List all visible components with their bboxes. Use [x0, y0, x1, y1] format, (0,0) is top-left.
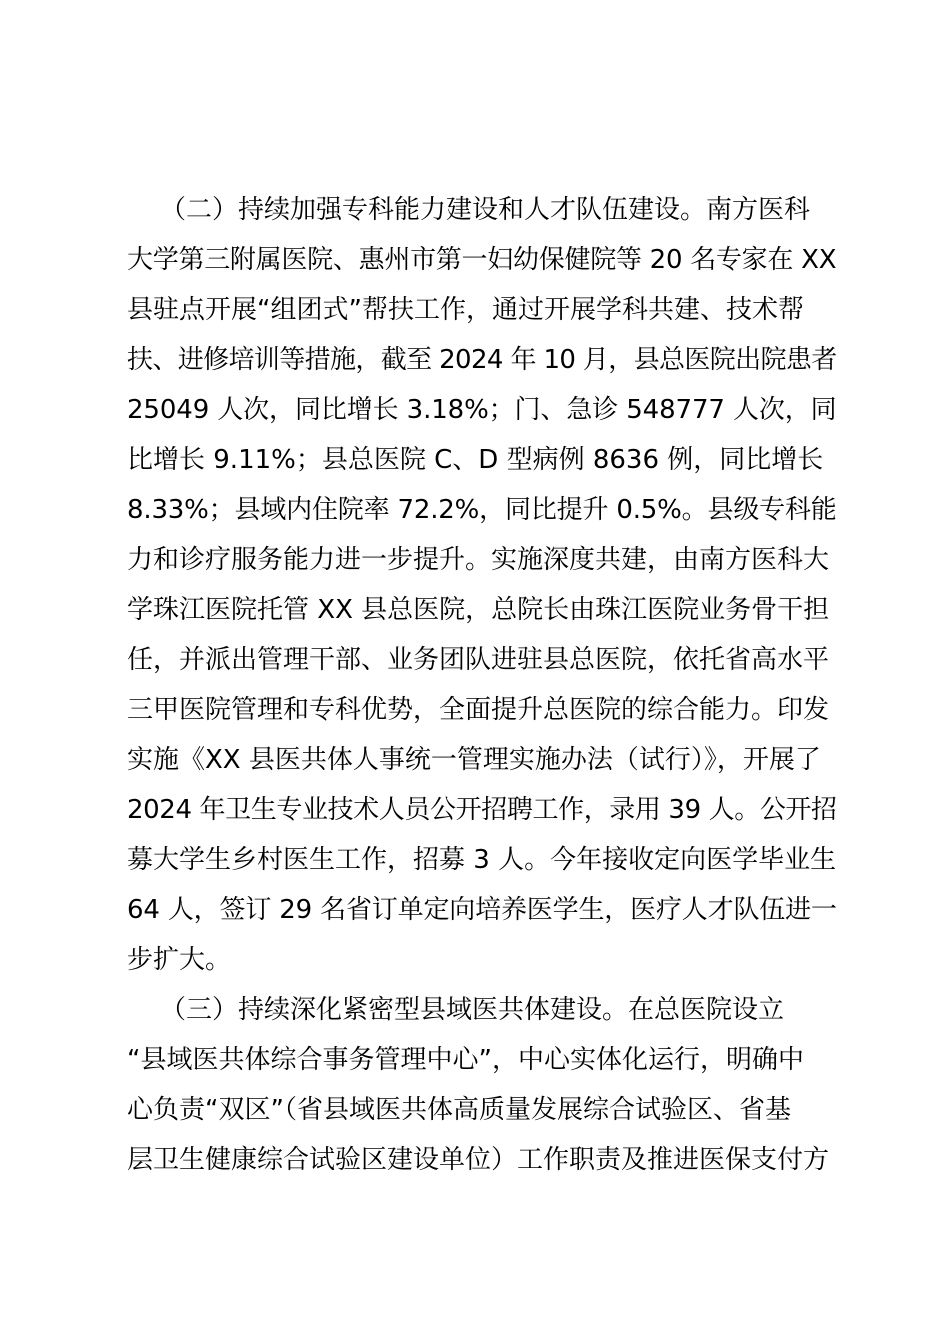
- text-line: （二）持续加强专科能力建设和人才队伍建设。南方医科: [127, 195, 811, 225]
- text-line: 三甲医院管理和专科优势，全面提升总医院的综合能力。印发: [127, 695, 830, 725]
- text-line: 力和诊疗服务能力进一步提升。实施深度共建，由南方医科大: [127, 545, 830, 575]
- text-line: （三）持续深化紧密型县域医共体建设。在总医院设立: [127, 995, 785, 1025]
- text-line: 县驻点开展“组团式”帮扶工作，通过开展学科共建、技术帮: [127, 295, 804, 325]
- text-line: 扶、进修培训等措施，截至 2024 年 10 月，县总医院出院患者: [127, 345, 837, 375]
- text-line: 任，并派出管理干部、业务团队进驻县总医院，依托省高水平: [127, 645, 830, 675]
- text-line: 募大学生乡村医生工作，招募 3 人。今年接收定向医学毕业生: [127, 845, 837, 875]
- text-line: 25049 人次，同比增长 3.18%；门、急诊 548777 人次，同: [127, 395, 837, 425]
- text-line: 大学第三附属医院、惠州市第一妇幼保健院等 20 名专家在 XX: [127, 245, 837, 275]
- text-line: 心负责“双区”（省县域医共体高质量发展综合试验区、省基: [127, 1095, 791, 1125]
- text-line: 步扩大。: [127, 945, 232, 975]
- text-line: 8.33%；县域内住院率 72.2%，同比提升 0.5%。县级专科能: [127, 495, 837, 525]
- text-line: 比增长 9.11%；县总医院 C、D 型病例 8636 例，同比增长: [127, 445, 824, 475]
- text-line: “县域医共体综合事务管理中心”，中心实体化运行，明确中: [127, 1045, 804, 1075]
- body-text: [127, 185, 837, 1185]
- text-line: 实施《XX 县医共体人事统一管理实施办法（试行）》，开展了: [127, 745, 821, 775]
- text-line: 学珠江医院托管 XX 县总医院，总院长由珠江医院业务骨干担: [127, 595, 830, 625]
- text-line: 2024 年卫生专业技术人员公开招聘工作，录用 39 人。公开招: [127, 795, 837, 825]
- text-line: 64 人，签订 29 名省订单定向培养医学生，医疗人才队伍进一: [127, 895, 837, 925]
- text-line: 层卫生健康综合试验区建设单位）工作职责及推进医保支付方: [127, 1145, 830, 1175]
